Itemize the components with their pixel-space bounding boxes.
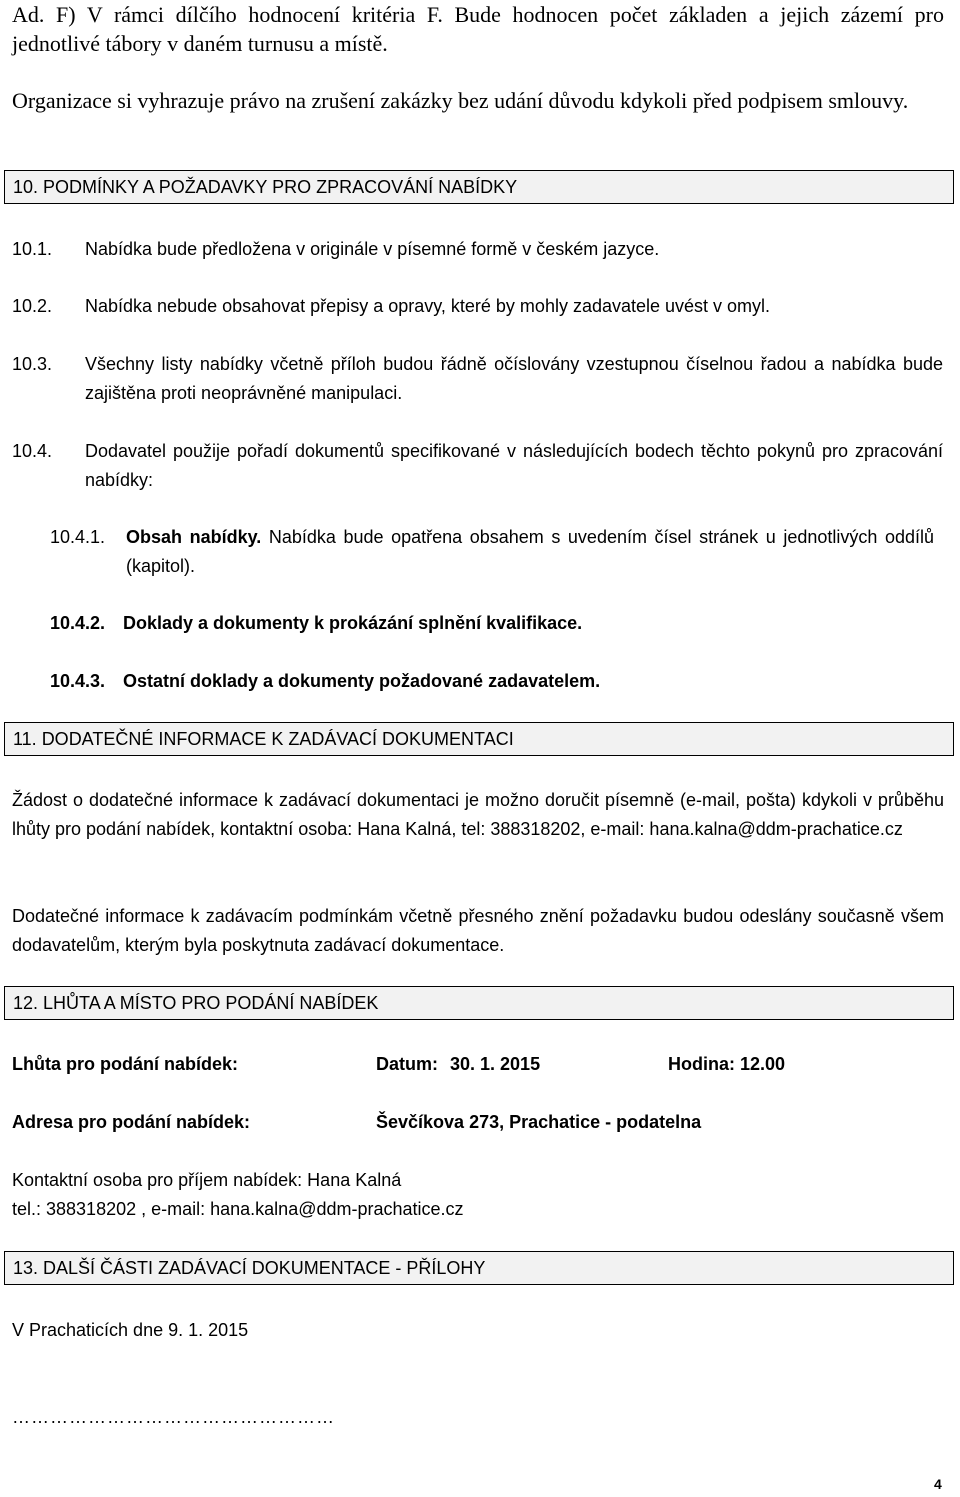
section-11-heading: 11. DODATEČNÉ INFORMACE K ZADÁVACÍ DOKUMENTACI — [4, 722, 954, 756]
item-number: 10.4.1. — [50, 527, 106, 547]
date-label: Datum: — [376, 1054, 438, 1074]
item-number: 10.1. — [12, 239, 53, 259]
page-number: 4 — [934, 1476, 942, 1492]
section-11-paragraph-2: Dodatečné informace k zadávacím podmínkám včetně přesného znění požadavku budou odeslány současně všem dodavatelům, kterým byla poskytnuta zadávací dokumentace. — [12, 906, 944, 955]
item-number: 10.4.3. — [50, 671, 106, 691]
intro-paragraph-1: Ad. F) V rámci dílčího hodnocení kritéria F. Bude hodnocen počet základen a jejich zázemí pro jednotlivé tábory v daném turnusu a místě. — [12, 2, 944, 56]
item-body: Nabídka bude opatřena obsahem s uvedením čísel stránek u jednotlivých oddílů (kapitol). — [126, 527, 934, 576]
address-label — [12, 1108, 250, 1137]
section-11-paragraph-1: Žádost o dodatečné informace k zadávací dokumentaci je možno doručit písemně (e-mail, pošta) kdykoli v průběhu lhůty pro podání nabídek, kontaktní osoba: Hana Kalná, tel: 388318202, e-mail: hana.kalna@ddm-prachatice.cz — [12, 790, 944, 839]
intro-paragraph-2: Organizace si vyhrazuje právo na zrušení zakázky bez udání důvodu kdykoli před podpisem smlouvy. — [12, 88, 909, 113]
place-date: V Prachaticích dne 9. 1. 2015 — [12, 1320, 249, 1340]
item-text: Všechny listy nabídky včetně příloh budou řádně očíslovány vzestupnou číselnou řadou a nabídka bude zajištěna proti neoprávněné manipulaci. — [85, 354, 943, 403]
item-bold-title: Doklady a dokumenty k prokázání splnění kvalifikace. — [123, 613, 583, 633]
item-text: Dodavatel použije pořadí dokumentů specifikované v následujících bodech těchto pokynů pro zpracování nabídky: — [85, 441, 943, 490]
date-value: 30. 1. 2015 — [450, 1054, 541, 1074]
item-number: 10.2. — [12, 296, 53, 316]
item-bold-title: Ostatní doklady a dokumenty požadované zadavatelem. — [123, 671, 601, 691]
address-value: Ševčíkova 273, Prachatice - podatelna — [376, 1112, 702, 1132]
contact-line-1: Kontaktní osoba pro příjem nabídek: Hana Kalná — [12, 1170, 402, 1190]
deadline-label: Lhůta pro podání nabídek: — [12, 1054, 238, 1074]
item-number: 10.4.2. — [50, 613, 106, 633]
item-number: 10.4. — [12, 441, 53, 461]
item-10-4 — [12, 437, 942, 497]
item-10-3 — [12, 350, 942, 410]
item-text: Nabídka nebude obsahovat přepisy a opravy, které by mohly zadavatele uvést v omyl. — [85, 296, 771, 316]
item-text — [126, 523, 934, 581]
item-10-4-1 — [50, 523, 935, 583]
address-label-text: Adresa pro podání nabídek: — [12, 1112, 251, 1132]
item-number: 10.3. — [12, 354, 53, 374]
section-10-heading: 10. PODMÍNKY A POŽADAVKY PRO ZPRACOVÁNÍ NABÍDKY — [4, 170, 954, 204]
section-13-heading: 13. DALŠÍ ČÁSTI ZADÁVACÍ DOKUMENTACE - PŘÍLOHY — [4, 1251, 954, 1285]
contact-line-2: tel.: 388318202 , e-mail: hana.kalna@ddm-prachatice.cz — [12, 1199, 464, 1219]
signature-line: …………………………………………… — [12, 1407, 335, 1427]
item-bold-title: Obsah nabídky. — [126, 527, 262, 547]
section-12-heading: 12. LHŮTA A MÍSTO PRO PODÁNÍ NABÍDEK — [4, 986, 954, 1020]
item-text: Nabídka bude předložena v originále v písemné formě v českém jazyce. — [85, 239, 660, 259]
time-label: Hodina: 12.00 — [668, 1054, 786, 1074]
